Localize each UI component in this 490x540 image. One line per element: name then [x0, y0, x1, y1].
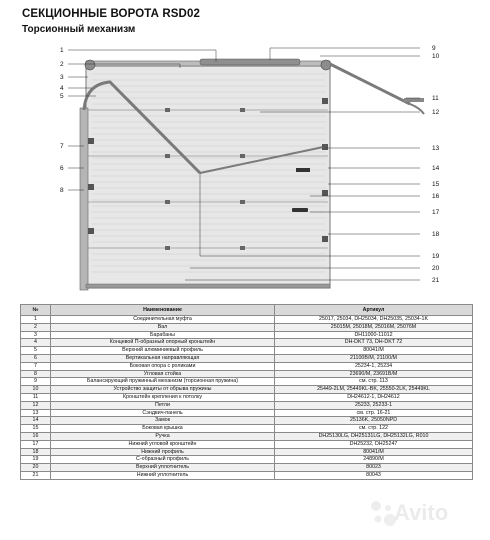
callout-19: 19 [432, 253, 440, 260]
row-number: 1 [21, 316, 51, 324]
table-header-row [21, 305, 473, 316]
parts-table [20, 304, 473, 480]
row-number: 19 [21, 456, 51, 464]
callout-8: 8 [60, 187, 64, 194]
row-article: 25449-2LM, 25449KL-BK, 25550-2LK, 25449KL [275, 386, 473, 394]
row-article: 25136K, 25050NPD [275, 417, 473, 425]
row-number: 21 [21, 471, 51, 479]
handle [292, 208, 308, 212]
row-name: Петли [51, 401, 275, 409]
callout-2: 2 [60, 61, 64, 68]
callout-21: 21 [432, 277, 440, 284]
table-row [21, 471, 473, 479]
ceiling-bracket [404, 98, 424, 102]
door-diagram [0, 38, 490, 303]
table-body [21, 316, 473, 480]
table-row [21, 432, 473, 440]
row-name: Угловая стойка [51, 370, 275, 378]
door-drawing [0, 38, 490, 303]
row-article: DH11000-11012 [275, 331, 473, 339]
row-article: 80043 [275, 471, 473, 479]
row-article: см. стр. 122 [275, 425, 473, 433]
table-row [21, 386, 473, 394]
callouts-left [60, 47, 64, 194]
row-name: Балансирующий пружинный механизм (торсионная пружина) [51, 378, 275, 386]
table-row [21, 331, 473, 339]
callout-6: 6 [60, 165, 64, 172]
row-name: Устройство защиты от обрыва пружины [51, 386, 275, 394]
row-name: Верхний уплотнитель [51, 464, 275, 472]
callout-17: 17 [432, 209, 440, 216]
table-row [21, 440, 473, 448]
row-number: 15 [21, 425, 51, 433]
row-number: 3 [21, 331, 51, 339]
callout-11: 11 [432, 95, 439, 102]
callout-20: 20 [432, 265, 440, 272]
drum-right [321, 60, 331, 70]
row-number: 2 [21, 323, 51, 331]
table-row [21, 409, 473, 417]
row-number: 8 [21, 370, 51, 378]
header-number: № [21, 305, 51, 316]
document-subtitle: Торсионный механизм [22, 24, 136, 35]
row-article: см. стр. 113 [275, 378, 473, 386]
row-article: DH25232, DH25247 [275, 440, 473, 448]
document-title: СЕКЦИОННЫЕ ВОРОТА RSD02 [22, 8, 200, 20]
watermark-text: Avito [394, 500, 449, 525]
row-article: 24890/M [275, 456, 473, 464]
table-row [21, 354, 473, 362]
row-number: 13 [21, 409, 51, 417]
lock [296, 168, 310, 172]
callout-1: 1 [60, 47, 64, 54]
row-article: DH24612-1, DH24612 [275, 393, 473, 401]
parts-table-wrap [20, 304, 472, 480]
torsion-spring [200, 59, 300, 65]
row-number: 12 [21, 401, 51, 409]
row-name: Замок [51, 417, 275, 425]
row-article: см. стр. 16-21 [275, 409, 473, 417]
table-row [21, 464, 473, 472]
callout-3: 3 [60, 74, 64, 81]
row-number: 7 [21, 362, 51, 370]
callout-9: 9 [432, 45, 436, 52]
ceiling-track [330, 64, 410, 104]
callout-5: 5 [60, 93, 64, 100]
callout-13: 13 [432, 145, 440, 152]
row-number: 5 [21, 347, 51, 355]
row-number: 20 [21, 464, 51, 472]
table-row [21, 316, 473, 324]
row-number: 4 [21, 339, 51, 347]
vertical-track [80, 108, 88, 290]
row-name: Барабаны [51, 331, 275, 339]
header-name: Наименование [51, 305, 275, 316]
row-number: 10 [21, 386, 51, 394]
row-name: Концевой П-образный опорный кронштейн [51, 339, 275, 347]
row-article: 23690/M, 23691B/M [275, 370, 473, 378]
table-row [21, 339, 473, 347]
table-row [21, 425, 473, 433]
row-name: Боковая опора с роликами [51, 362, 275, 370]
callout-10: 10 [432, 53, 440, 60]
table-row [21, 378, 473, 386]
table-row [21, 362, 473, 370]
row-article: 25017, 25034, DH25034, DH25035, 25034-1K [275, 316, 473, 324]
row-name: Сэндвич-панель [51, 409, 275, 417]
callout-14: 14 [432, 165, 440, 172]
table-row [21, 347, 473, 355]
row-name: Нижний угловой кронштейн [51, 440, 275, 448]
row-article: 80041/M [275, 448, 473, 456]
row-number: 11 [21, 393, 51, 401]
row-article: 25015M, 25018M, 25016M, 25076M [275, 323, 473, 331]
row-number: 16 [21, 432, 51, 440]
row-article: DH-DKT 73, DH-DKT 72 [275, 339, 473, 347]
drum-left [85, 60, 95, 70]
table-row [21, 393, 473, 401]
row-name: Вертикальная направляющая [51, 354, 275, 362]
table-row [21, 456, 473, 464]
row-name: Соединительная муфта [51, 316, 275, 324]
table-row [21, 448, 473, 456]
row-number: 6 [21, 354, 51, 362]
row-number: 17 [21, 440, 51, 448]
callout-12: 12 [432, 109, 440, 116]
row-article: 25233, 25233-1 [275, 401, 473, 409]
row-name: Нижний профиль [51, 448, 275, 456]
row-name: C-образный профиль [51, 456, 275, 464]
row-name: Кронштейн крепления к потолку [51, 393, 275, 401]
bottom-profile [86, 284, 330, 288]
door-frame [86, 66, 330, 288]
row-name: Верхний алюминиевый профиль [51, 347, 275, 355]
row-name: Нижний уплотнитель [51, 471, 275, 479]
row-article: 25234-1, 25234 [275, 362, 473, 370]
callout-18: 18 [432, 231, 440, 238]
header-article: Артикул [275, 305, 473, 316]
row-number: 9 [21, 378, 51, 386]
row-article: DH25130LG, DH25131LG, DH25132LG, R010 [275, 432, 473, 440]
callout-4: 4 [60, 85, 64, 92]
table-row [21, 417, 473, 425]
row-article: 21100В/M, 21100/M [275, 354, 473, 362]
callout-16: 16 [432, 193, 440, 200]
table-row [21, 323, 473, 331]
row-article: 80023 [275, 464, 473, 472]
callout-15: 15 [432, 181, 440, 188]
row-name: Вал [51, 323, 275, 331]
callouts-right [432, 45, 440, 284]
row-number: 14 [21, 417, 51, 425]
table-row [21, 401, 473, 409]
row-article: 80041/M [275, 347, 473, 355]
watermark [368, 494, 478, 534]
callout-7: 7 [60, 143, 64, 150]
row-number: 18 [21, 448, 51, 456]
table-row [21, 370, 473, 378]
row-name: Ручка [51, 432, 275, 440]
row-name: Боковая крышка [51, 425, 275, 433]
